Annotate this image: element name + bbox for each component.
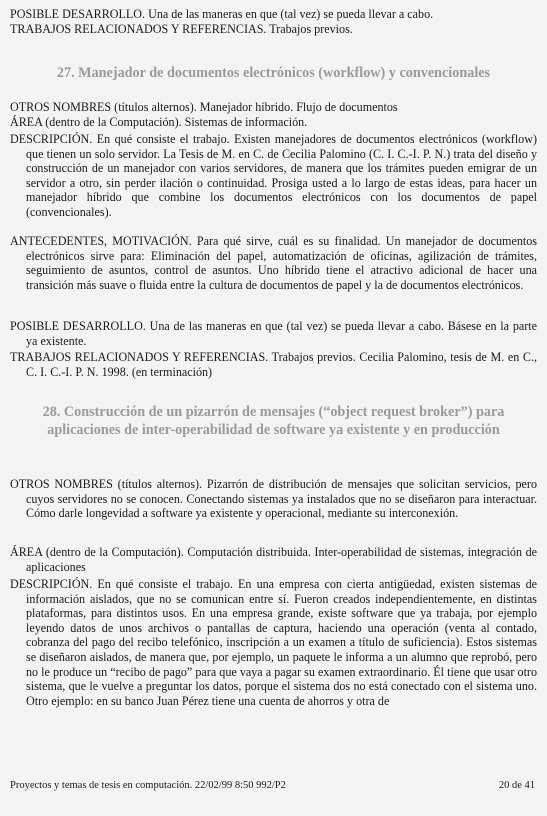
descripcion-28: DESCRIPCIÓN. En qué consiste el trabajo. En una empresa con cierta antigüedad, existen sistemas de información aislados, que no se comunican entre sí. Fueron creados independientemente, en distintas plataformas, para distintos usos. En una empresa grande, existe software que ya trabaja, por ejemplo leyendo datos de unos archivos o pantallas de captura, haciendo una operación (venta al contado, cobranza del pago del recibo telefónico, inscripción a un examen a título de suficiencia). Estos sistemas se diseñaron aislados, de manera que, por ejemplo, un paquete le informa a un alumno que reprobó, pero no le produce un “recibo de pago” para que vaya a pagar su examen extraordinario. Él tiene que usar otro sistema, que le vuelve a preguntar los datos, porque el sistema dos no está conectado con el sistema uno. Otro ejemplo: en su banco Juan Pérez tiene una cuenta de ahorros y otra de <box>10 577 537 708</box>
otros-nombres-27: OTROS NOMBRES (títulos alternos). Manejador híbrido. Flujo de documentos <box>10 100 398 114</box>
area-28: ÁREA (dentro de la Computación). Computación distribuida. Inter-operabilidad de sistemas, integración de aplicaciones <box>10 545 537 574</box>
page-number: 20 de 41 <box>498 780 535 791</box>
section-28-heading: 28. Construcción de un pizarrón de mensajes (“object request broker”) para aplicaciones de inter-operabilidad de software ya existente y en producción <box>42 404 505 438</box>
posible-desarrollo-27: POSIBLE DESARROLLO. Una de las maneras en que (tal vez) se pueda llevar a cabo. Básese en la parte ya existente. <box>10 319 537 348</box>
area-27: ÁREA (dentro de la Computación). Sistemas de información. <box>10 115 308 129</box>
posible-desarrollo-26: POSIBLE DESARROLLO. Una de las maneras en que (tal vez) se pueda llevar a cabo. <box>10 7 434 21</box>
antecedentes-27: ANTECEDENTES, MOTIVACIÓN. Para qué sirve, cuál es su finalidad. Un manejador de documentos electrónicos sirve para: Eliminación del papel, automatización de oficinas, agilización de trámites, seguimiento de asuntos, control de asuntos. Uno híbrido tiene el atractivo adicional de hacer una transición más suave o fluida entre la cultura de documentos de papel y la de documentos electrónicos. <box>10 234 537 292</box>
section-27-heading: 27. Manejador de documentos electrónicos (workflow) y convencionales <box>56 65 491 81</box>
descripcion-27: DESCRIPCIÓN. En qué consiste el trabajo. Existen manejadores de documentos electrónicos (workflow) que tienen un solo servidor. La Tesis de M. en C. de Cecilia Palomino (C. I. C.-I. P. N.) trata del diseño y construcción de un manejador con varios servidores, de manera que los trámites pueden emigrar de un servidor a otro, sin perder ilación o continuidad. Prosiga usted a lo largo de estas ideas, para hacer un manejador híbrido que combine los documentos electrónicos con los documentos de papel (convencionales). <box>10 132 537 219</box>
trabajos-relacionados-27: TRABAJOS RELACIONADOS Y REFERENCIAS. Trabajos previos. Cecilia Palomino, tesis de M. en C., C. I. C.-I. P. N. 1998. (en terminación) <box>10 350 537 379</box>
otros-nombres-28: OTROS NOMBRES (títulos alternos). Pizarrón de distribución de mensajes que solicitan servicios, pero cuyos servidores no se conocen. Conectando sistemas ya instalados que no se diseñaron para interactuar. Cómo darle longevidad a software ya existente y operacional, mediante su interconexión. <box>10 477 537 521</box>
trabajos-relacionados-26: TRABAJOS RELACIONADOS Y REFERENCIAS. Trabajos previos. <box>10 22 353 36</box>
footer-left: Proyectos y temas de tesis en computación. 22/02/99 8:50 992/P2 <box>10 780 286 791</box>
